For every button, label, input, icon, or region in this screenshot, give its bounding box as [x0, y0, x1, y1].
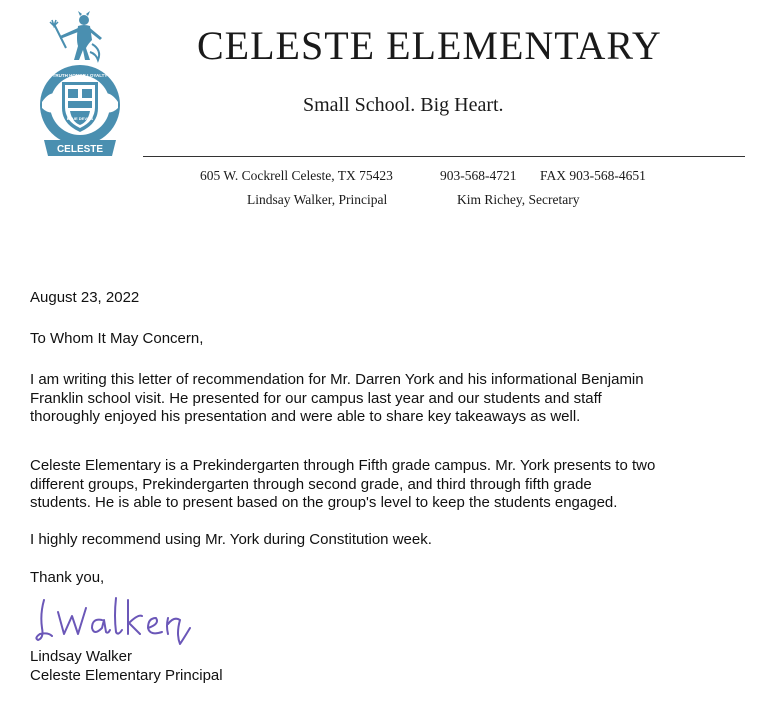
- letter-date: August 23, 2022: [30, 289, 140, 306]
- paragraph-1: [30, 371, 644, 427]
- school-address: 605 W. Cockrell Celeste, TX 75423: [200, 168, 393, 183]
- school-fax: FAX 903-568-4651: [540, 168, 646, 183]
- handwritten-signature: [30, 594, 230, 646]
- paragraph-line: Franklin school visit. He presented for our campus last year and our students and staff: [30, 389, 602, 407]
- crest-motto-text: BLUE DEVILS: [66, 116, 94, 121]
- school-name-heading: CELESTE ELEMENTARY: [197, 23, 662, 68]
- letter-closing: Thank you,: [30, 569, 105, 586]
- signer-name: Lindsay Walker: [30, 648, 132, 665]
- principal-contact: Lindsay Walker, Principal: [247, 192, 388, 207]
- school-phone: 903-568-4721: [440, 168, 517, 183]
- paragraph-line: students. He is able to present based on the group's level to keep the students engaged.: [30, 494, 618, 511]
- paragraph-3: I highly recommend using Mr. York during Constitution week.: [30, 531, 432, 548]
- paragraph-line: different groups, Prekindergarten through second grade, and third through fifth grade: [30, 475, 592, 493]
- secretary-contact: Kim Richey, Secretary: [457, 192, 580, 207]
- paragraph-line: I am writing this letter of recommendation for Mr. Darren York and his informational Benjamin: [30, 371, 644, 388]
- school-crest-logo: [30, 10, 130, 160]
- school-tagline: Small School. Big Heart.: [303, 94, 504, 116]
- crest-banner-text: CELESTE: [56, 144, 104, 155]
- paragraph-line: thoroughly enjoyed his presentation and were able to share key takeaways as well.: [30, 408, 581, 425]
- crest-ribbon-text: TRUTH HONOR LOYALTY: [52, 73, 108, 78]
- letter-salutation: To Whom It May Concern,: [30, 330, 204, 347]
- signer-title: Celeste Elementary Principal: [30, 667, 223, 684]
- letterhead-divider: [143, 156, 745, 157]
- paragraph-2: [30, 457, 655, 513]
- paragraph-line: Celeste Elementary is a Prekindergarten through Fifth grade campus. Mr. York presents to two: [30, 457, 656, 474]
